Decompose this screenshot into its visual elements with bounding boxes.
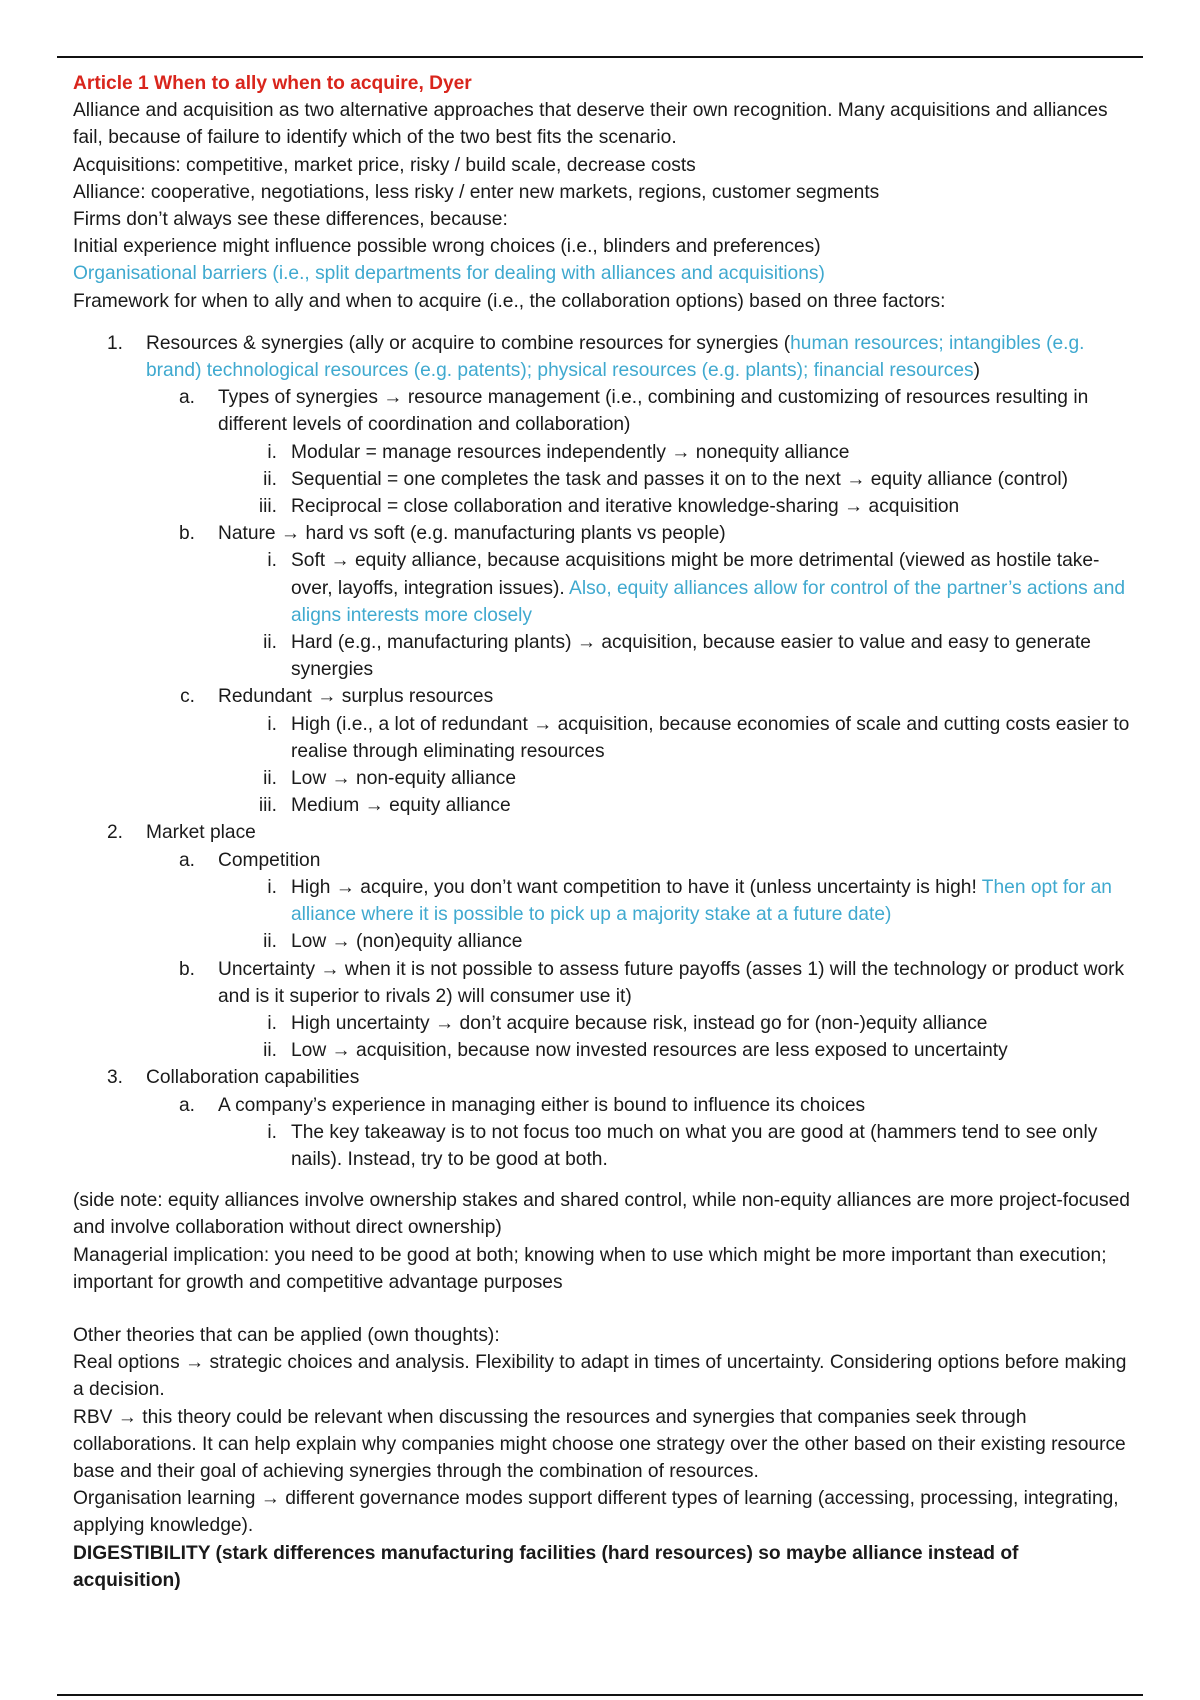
company-experience-text: A company’s experience in managing either is bound to influence its choices [218,1094,866,1116]
competition-low [73,928,1130,955]
bottom-rule [57,1694,1143,1696]
intro-differences: Firms don’t always see these differences, because: [73,209,508,231]
competition-high-note: Then opt for an alliance where it is possible to pick up a majority stake at a future date) [291,876,1112,926]
managerial-implication: Managerial implication: you need to be good at both; knowing when to use which might be more important than execution; important for growth and competitive advantage purposes [73,1244,1107,1293]
factor-3 [73,1064,1130,1091]
uncertainty [73,956,1130,1010]
list-marker: a. [178,387,195,409]
redundant-high [73,711,1130,765]
document-page [73,70,1130,1594]
list-item-text: Sequential = one completes the task and passes it on to the next → equity alliance (control) [291,468,1069,490]
factor-1 [73,330,1130,384]
intro-experience: Initial experience might influence possible wrong choices (i.e., blinders and preferences) [73,236,821,258]
intro-acquisitions: Acquisitions: competitive, market price, risky / build scale, decrease costs [73,154,696,176]
list-marker: 1. [106,332,123,354]
framework-intro: Framework for when to ally and when to acquire (i.e., the collaboration options) based on three factors: [73,290,946,312]
list-marker: i. [267,876,277,898]
list-marker: c. [180,686,195,708]
intro-barriers: Organisational barriers (i.e., split departments for dealing with alliances and acquisitions) [73,263,825,285]
factor-3-text: Collaboration capabilities [146,1067,360,1089]
organisation-learning: Organisation learning → different governance modes support different types of learning (accessing, processing, integrating, applying knowledge). [73,1488,1119,1537]
top-rule [57,56,1143,58]
competition-high [73,874,1130,928]
factor-1-text: Resources & synergies (ally or acquire to combine resources for synergies ( [146,332,791,354]
list-marker: ii. [263,931,277,953]
list-marker: b. [178,958,195,980]
list-item-text: Modular = manage resources independently → nonequity alliance [291,441,850,463]
competition-high-text: High → acquire, you don’t want competition to have it (unless uncertainty is high! [291,876,982,898]
nature-hard-text: Hard (e.g., manufacturing plants) → acquisition, because easier to value and easy to generate synergies [291,632,1091,681]
list-marker: ii. [263,768,277,790]
article-title: Article 1 When to ally when to acquire, Dyer [73,73,472,94]
competition [73,847,1130,874]
synergy-types-text: Types of synergies → resource management (i.e., combining and customizing of resources resulting in different levels of coordination and collaboration) [218,387,1089,436]
uncertainty-high [73,1010,1130,1037]
factor-2-text: Market place [146,822,256,844]
list-marker: a. [178,1094,195,1116]
intro-paragraph: Alliance and acquisition as two alternative approaches that deserve their own recognition. Many acquisitions and alliances fail, because of failure to identify which of the two best fits the scenario. [73,100,1108,149]
redundant-resources [73,683,1130,710]
list-item-text: Reciprocal = close collaboration and iterative knowledge-sharing → acquisition [291,496,960,518]
list-marker: 2. [106,822,123,844]
factor-1-resource-types: human resources; intangibles (e.g. brand) technological resources (e.g. patents); physical resources (e.g. plants); financial resources [146,332,1085,382]
factor-1-close: ) [973,360,980,382]
list-marker: i. [267,1012,277,1034]
list-marker: ii. [263,632,277,654]
list-marker: a. [178,849,195,871]
list-marker: ii. [263,1040,277,1062]
company-experience [73,1092,1130,1119]
competition-text: Competition [218,849,321,871]
list-item-text: High (i.e., a lot of redundant → acquisition, because economies of scale and cutting costs easier to realise through eliminating resources [291,713,1130,762]
nature-hard [73,629,1130,683]
list-item-text: Low → acquisition, because now invested resources are less exposed to uncertainty [291,1040,1008,1062]
synergy-modular [73,439,1130,466]
synergy-types [73,384,1130,438]
list-marker: i. [267,1121,277,1143]
competition-low-text: Low → (non)equity alliance [291,931,523,953]
real-options: Real options → strategic choices and analysis. Flexibility to adapt in times of uncertainty. Considering options before making a decision. [73,1352,1127,1401]
intro-alliance: Alliance: cooperative, negotiations, less risky / enter new markets, regions, customer segments [73,181,880,203]
list-marker: ii. [263,468,277,490]
resource-nature-text: Nature → hard vs soft (e.g. manufacturing plants vs people) [218,523,726,545]
redundant-medium [73,792,1130,819]
list-marker: b. [178,523,195,545]
nature-soft-note: Also, equity alliances allow for control of the partner’s actions and aligns interests more closely [291,577,1126,626]
other-theories-heading: Other theories that can be applied (own thoughts): [73,1324,500,1346]
list-marker: 3. [106,1067,123,1089]
redundant-text: Redundant → surplus resources [218,686,494,708]
digestibility-note: DIGESTIBILITY (stark differences manufacturing facilities (hard resources) so maybe alliance instead of acquisition) [73,1542,1019,1591]
uncertainty-text: Uncertainty → when it is not possible to assess future payoffs (asses 1) will the technology or product work and is it superior to rivals 2) will consumer use it) [218,958,1125,1007]
list-marker: i. [267,441,277,463]
list-item-text: Low → non-equity alliance [291,768,517,790]
redundant-low [73,765,1130,792]
key-takeaway [73,1119,1130,1173]
synergy-sequential [73,466,1130,493]
list-marker: iii. [258,496,277,518]
uncertainty-low [73,1037,1130,1064]
synergy-reciprocal [73,493,1130,520]
list-marker: i. [267,713,277,735]
factor-2 [73,819,1130,846]
side-note: (side note: equity alliances involve ownership stakes and shared control, while non-equity alliances are more project-focused and involve collaboration without direct ownership) [73,1190,1130,1239]
list-marker: i. [267,550,277,572]
nature-soft [73,547,1130,629]
key-takeaway-text: The key takeaway is to not focus too much on what you are good at (hammers tend to see only nails). Instead, try to be good at both. [291,1121,1098,1170]
resource-nature [73,520,1130,547]
list-item-text: Medium → equity alliance [291,795,511,817]
list-item-text: High uncertainty → don’t acquire because risk, instead go for (non-)equity alliance [291,1012,988,1034]
nature-soft-text: Soft → equity alliance, because acquisitions might be more detrimental (viewed as hostile take-over, layoffs, integration issues). [291,550,1100,599]
rbv: RBV → this theory could be relevant when discussing the resources and synergies that companies seek through collaborations. It can help explain why companies might choose one strategy over the other based on their existing resource base and their goal of achieving synergies through the combination of resources. [73,1406,1126,1482]
list-marker: iii. [258,795,277,817]
